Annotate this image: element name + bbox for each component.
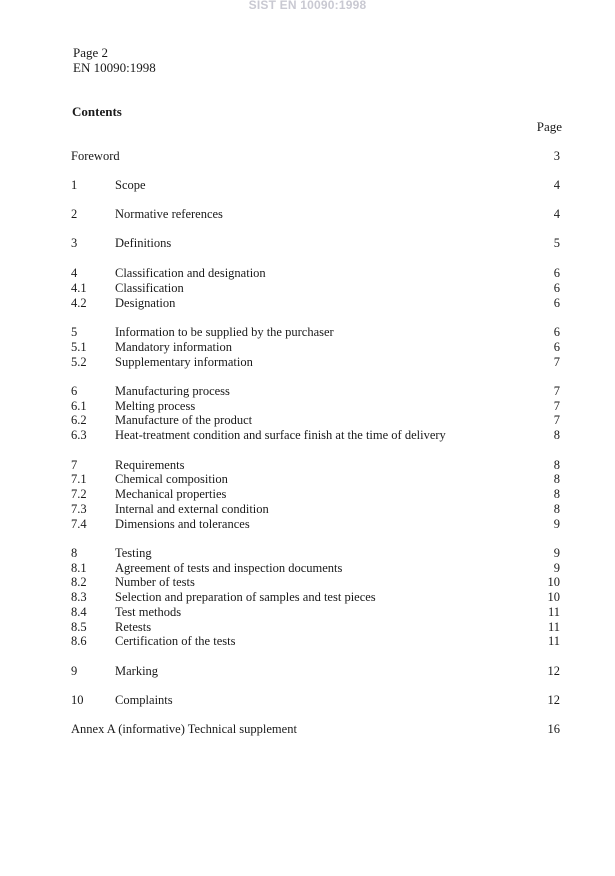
- toc-entry[interactable]: [71, 561, 560, 576]
- toc-entry-page: 11: [547, 605, 560, 619]
- toc-entry-number: 7.4: [71, 517, 87, 531]
- toc-entry-title: Retests: [115, 620, 152, 634]
- toc-entry-title: Foreword: [71, 149, 120, 163]
- toc-entry-title: Definitions: [115, 236, 172, 250]
- toc-entry-title: Designation: [115, 296, 176, 310]
- toc-entry[interactable]: [71, 384, 560, 399]
- toc-entry-page: 7: [553, 413, 560, 427]
- toc-entry-number: 5: [71, 325, 78, 339]
- toc-entry-page: 9: [553, 546, 560, 560]
- toc-entry-number: 4.1: [71, 281, 87, 295]
- toc-entry[interactable]: [71, 605, 560, 620]
- toc-entry-page: 6: [553, 281, 560, 295]
- toc-entry-number: 8.4: [71, 605, 87, 619]
- toc-entry-number: 7.3: [71, 502, 87, 516]
- toc-entry-title: Information to be supplied by the purchaser: [115, 325, 334, 339]
- toc-entry[interactable]: [71, 634, 560, 649]
- toc-entry-title: Chemical composition: [115, 472, 228, 486]
- toc-entry-title: Internal and external condition: [115, 502, 269, 516]
- toc-entry-page: 3: [553, 149, 560, 163]
- toc-entry-page: 11: [547, 634, 560, 648]
- toc-entry-number: 6.3: [71, 428, 87, 442]
- contents-heading: Contents: [72, 104, 122, 119]
- toc-entry-number: 8.5: [71, 620, 87, 634]
- toc-entry-number: 9: [71, 664, 78, 678]
- toc-entry[interactable]: [71, 502, 560, 517]
- toc-entry-title: Mechanical properties: [115, 487, 227, 501]
- toc-entry[interactable]: [71, 546, 560, 561]
- toc-entry-page: 6: [553, 296, 560, 310]
- toc-entry-title: Supplementary information: [115, 355, 253, 369]
- toc-entry-page: 9: [553, 561, 560, 575]
- toc-entry-page: 10: [547, 575, 560, 589]
- toc-entry-title: Number of tests: [115, 575, 195, 589]
- toc-entry-page: 7: [553, 355, 560, 369]
- toc-entry[interactable]: [71, 472, 560, 487]
- toc-entry[interactable]: [71, 340, 560, 355]
- toc-entry[interactable]: [71, 428, 560, 443]
- toc-entry-number: 4.2: [71, 296, 87, 310]
- standard-id: EN 10090:1998: [73, 60, 156, 75]
- toc-entry[interactable]: [71, 693, 560, 708]
- toc-entry-number: 7: [71, 458, 78, 472]
- toc-entry-page: 5: [553, 236, 560, 250]
- toc-entry[interactable]: [71, 590, 560, 605]
- toc-entry-number: 2: [71, 207, 78, 221]
- toc-entry[interactable]: [71, 722, 560, 737]
- toc-entry-title: Annex A (informative) Technical supplement: [71, 722, 297, 736]
- toc-entry-number: 1: [71, 178, 78, 192]
- toc-entry-title: Classification and designation: [115, 266, 266, 280]
- toc-entry-page: 7: [553, 384, 560, 398]
- toc-entry-title: Heat-treatment condition and surface finish at the time of delivery: [115, 428, 446, 442]
- watermark: SIST EN 10090:1998: [248, 0, 367, 12]
- toc-entry-title: Complaints: [115, 693, 173, 707]
- page-number: Page 2: [73, 45, 109, 60]
- toc-entry[interactable]: [71, 664, 560, 679]
- toc-entry[interactable]: [71, 458, 560, 473]
- toc-entry[interactable]: [71, 296, 560, 311]
- toc-entry[interactable]: [71, 281, 560, 296]
- toc-entry-title: Test methods: [115, 605, 182, 619]
- toc-entry-page: 8: [553, 502, 560, 516]
- toc-entry-page: 8: [553, 428, 560, 442]
- toc-entry[interactable]: [71, 207, 560, 222]
- toc-entry[interactable]: [71, 149, 560, 164]
- toc-entry-title: Scope: [115, 178, 146, 192]
- toc-entry-page: 9: [553, 517, 560, 531]
- toc-entry-number: 10: [71, 693, 84, 707]
- toc-entry[interactable]: [71, 487, 560, 502]
- toc-entry-number: 5.2: [71, 355, 87, 369]
- toc-entry[interactable]: [71, 575, 560, 590]
- toc-entry[interactable]: [71, 399, 560, 414]
- toc-entry-title: Agreement of tests and inspection documents: [115, 561, 343, 575]
- toc-entry-title: Manufacture of the product: [115, 413, 253, 427]
- toc-entry-page: 4: [553, 178, 560, 192]
- toc-entry[interactable]: [71, 178, 560, 193]
- toc-entry-number: 3: [71, 236, 78, 250]
- toc-entry[interactable]: [71, 236, 560, 251]
- page-column-label: Page: [536, 119, 562, 134]
- toc-entry-number: 8: [71, 546, 78, 560]
- toc-entry-page: 7: [553, 399, 560, 413]
- toc-entry-number: 8.6: [71, 634, 87, 648]
- toc-entry-title: Requirements: [115, 458, 185, 472]
- toc-entry-title: Dimensions and tolerances: [115, 517, 250, 531]
- toc-entry-number: 7.2: [71, 487, 87, 501]
- toc-entry[interactable]: [71, 266, 560, 281]
- toc-entry-title: Testing: [115, 546, 152, 560]
- toc-entry-title: Manufacturing process: [115, 384, 230, 398]
- toc-entry[interactable]: [71, 517, 560, 532]
- toc-entry-page: 10: [547, 590, 560, 604]
- toc-entry-title: Certification of the tests: [115, 634, 236, 648]
- toc-entry[interactable]: [71, 355, 560, 370]
- toc-entry-page: 8: [553, 487, 560, 501]
- table-of-contents: [71, 0, 560, 876]
- toc-entry-title: Normative references: [115, 207, 223, 221]
- toc-entry-title: Selection and preparation of samples and test pieces: [115, 590, 376, 604]
- toc-entry-number: 5.1: [71, 340, 87, 354]
- toc-entry-page: 6: [553, 266, 560, 280]
- toc-entry-page: 6: [553, 325, 560, 339]
- toc-entry-page: 6: [553, 340, 560, 354]
- toc-entry-number: 6: [71, 384, 78, 398]
- toc-entry-page: 4: [553, 207, 560, 221]
- toc-entry-page: 8: [553, 458, 560, 472]
- toc-entry-number: 7.1: [71, 472, 87, 486]
- toc-entry-number: 6.1: [71, 399, 87, 413]
- toc-entry[interactable]: [71, 325, 560, 340]
- toc-entry-number: 8.1: [71, 561, 87, 575]
- toc-entry-page: 12: [547, 693, 560, 707]
- toc-entry-page: 12: [547, 664, 560, 678]
- toc-entry-page: 8: [553, 472, 560, 486]
- toc-entry-page: 11: [547, 620, 560, 634]
- toc-entry-title: Classification: [115, 281, 184, 295]
- toc-entry-number: 8.3: [71, 590, 87, 604]
- toc-entry[interactable]: [71, 413, 560, 428]
- toc-entry-page: 16: [547, 722, 560, 736]
- toc-entry-title: Mandatory information: [115, 340, 232, 354]
- toc-entry-number: 4: [71, 266, 78, 280]
- toc-entry-number: 6.2: [71, 413, 87, 427]
- toc-entry[interactable]: [71, 620, 560, 635]
- toc-entry-title: Melting process: [115, 399, 196, 413]
- toc-entry-number: 8.2: [71, 575, 87, 589]
- toc-entry-title: Marking: [115, 664, 159, 678]
